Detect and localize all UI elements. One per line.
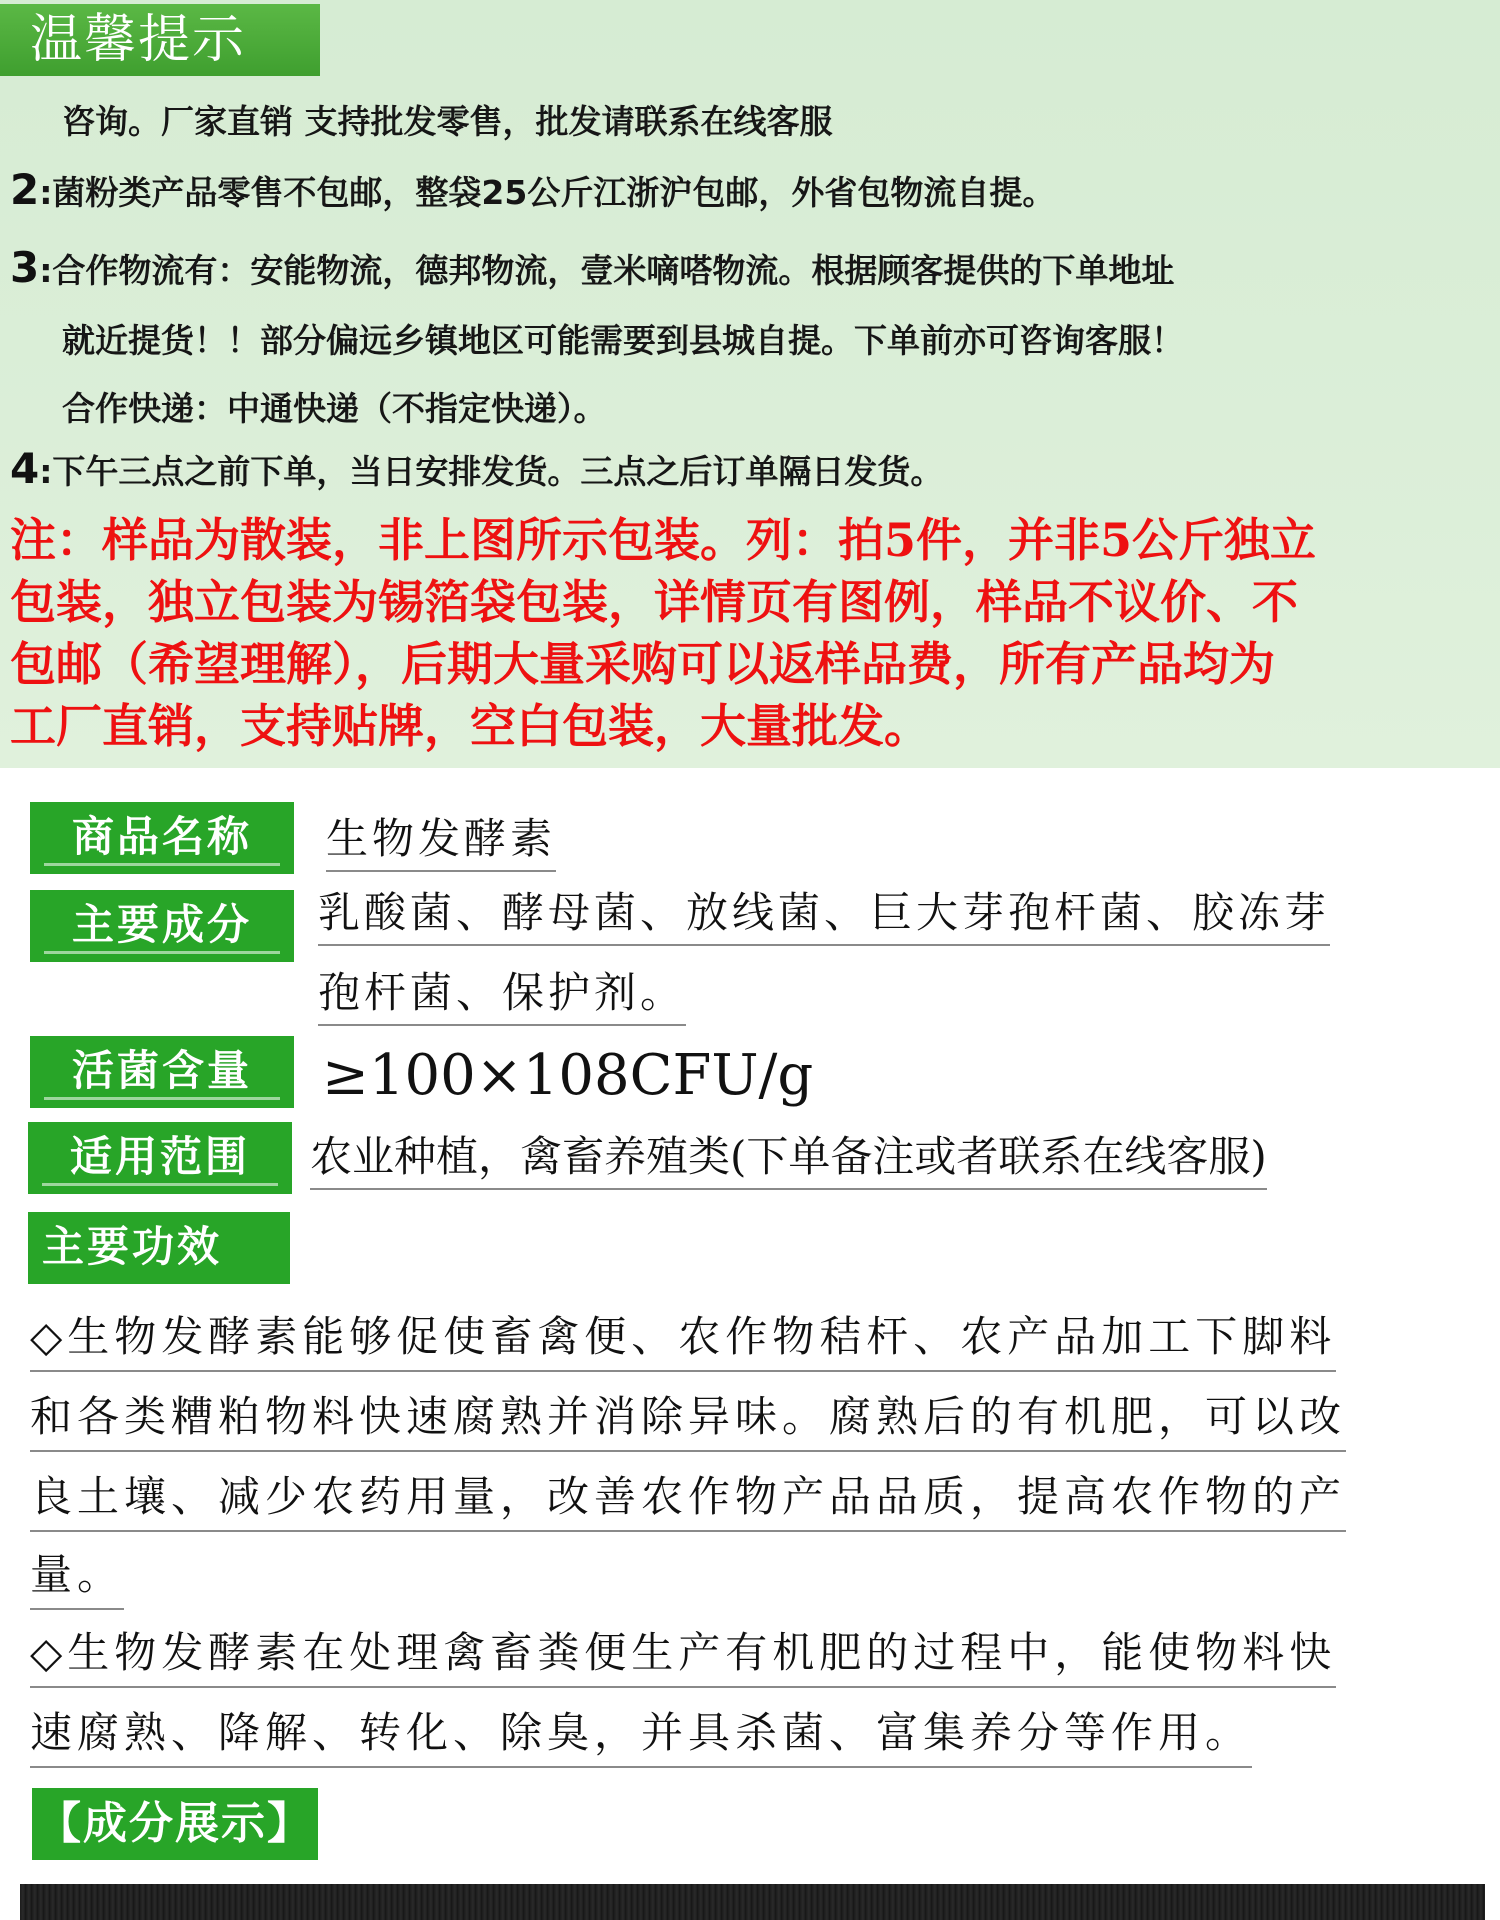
- notice-item-3-line-2: 就近提货！！部分偏远乡镇地区可能需要到县城自提。下单前亦可咨询客服！: [62, 321, 1184, 360]
- image-strip-top: [20, 1884, 1485, 1920]
- notice-title: 温馨提示: [0, 4, 320, 76]
- effect-p1-line-3: 良土壤、减少农药用量，改善农作物产品品质，提高农作物的产: [30, 1464, 1346, 1532]
- item-text: :下午三点之前下单，当日安排发货。三点之后订单隔日发货。: [39, 452, 944, 491]
- product-name-value: 生物发酵素: [326, 808, 556, 872]
- live-count-value: ≥100×108CFU/g: [322, 1043, 814, 1108]
- label-text: 活菌含量: [71, 1046, 252, 1095]
- ingredients-value-line-1: 乳酸菌、酵母菌、放线菌、巨大芽孢杆菌、胶冻芽: [318, 882, 1330, 946]
- main-effects-label: [28, 1212, 290, 1284]
- effect-p1-line-1: ◇生物发酵素能够促使畜禽便、农作物秸杆、农产品加工下脚料: [30, 1304, 1336, 1372]
- label-text: 主要成分: [71, 900, 252, 949]
- notice-item-3-line-3: 合作快递：中通快递（不指定快递）。: [62, 389, 607, 428]
- item-text: :菌粉类产品零售不包邮，整袋25公斤江浙沪包邮，外省包物流自提。: [39, 173, 1056, 212]
- scope-value: 农业种植，禽畜养殖类(下单备注或者联系在线客服): [310, 1126, 1267, 1190]
- label-text: 适用范围: [69, 1132, 250, 1181]
- scope-label: [28, 1122, 292, 1194]
- effect-p1-line-4: 量。: [30, 1542, 124, 1610]
- item-number: 2: [10, 165, 40, 214]
- effect-p2-line-1: ◇生物发酵素在处理禽畜粪便生产有机肥的过程中，能使物料快: [30, 1620, 1336, 1688]
- product-name-label: [30, 802, 294, 874]
- ingredients-label: [30, 890, 294, 962]
- red-note-line-4: 工厂直销，支持贴牌，空白包装，大量批发。: [10, 699, 930, 753]
- item-text: :合作物流有：安能物流，德邦物流，壹米嘀嗒物流。根据顾客提供的下单地址: [39, 251, 1175, 290]
- red-note-line-3: 包邮（希望理解），后期大量采购可以返样品费，所有产品均为: [10, 637, 1275, 691]
- label-underline: [44, 1097, 280, 1100]
- live-count-label: [30, 1036, 294, 1108]
- notice-panel: [0, 0, 1500, 768]
- ingredients-value-line-2: 孢杆菌、保护剂。: [318, 962, 686, 1026]
- label-underline: [44, 951, 280, 954]
- item-number: 3: [10, 243, 40, 292]
- label-underline: [42, 1183, 278, 1186]
- ingredients-showcase-heading: 【成分展示】: [32, 1788, 318, 1860]
- notice-item-4: [10, 444, 943, 493]
- red-note-line-2: 包装，独立包装为锡箔袋包装，详情页有图例，样品不议价、不: [10, 575, 1298, 629]
- label-underline: [44, 863, 280, 866]
- label-text: 商品名称: [71, 812, 252, 861]
- label-text: 主要功效: [42, 1222, 223, 1271]
- notice-item-2: [10, 165, 1055, 214]
- effect-p1-line-2: 和各类糟粕物料快速腐熟并消除异味。腐熟后的有机肥，可以改: [30, 1384, 1346, 1452]
- notice-item-3-line-1: [10, 243, 1174, 292]
- item-number: 4: [10, 444, 40, 493]
- effect-p2-line-2: 速腐熟、降解、转化、除臭，并具杀菌、富集养分等作用。: [30, 1700, 1252, 1768]
- notice-line-1: 咨询。厂家直销 支持批发零售，批发请联系在线客服: [62, 102, 833, 141]
- red-note-line-1: 注：样品为散装，非上图所示包装。列：拍5件，并非5公斤独立: [10, 513, 1317, 567]
